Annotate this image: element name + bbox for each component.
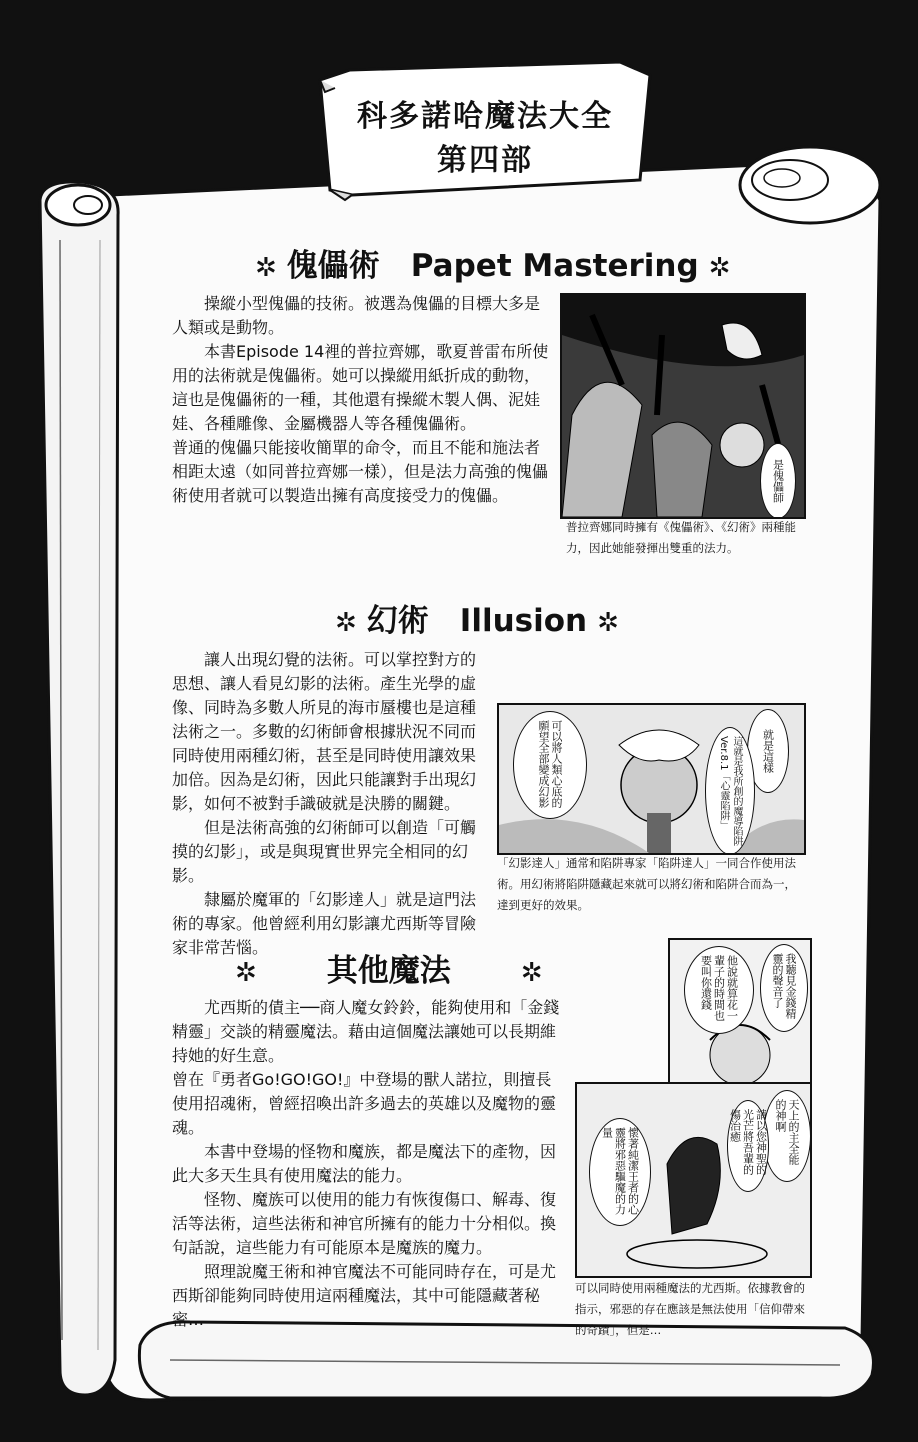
speech-bubble: 這就是我所創的魔導陷阱Ver.8.1「心靈陷阱」	[705, 727, 755, 855]
speech-bubble: 就是這樣	[747, 709, 789, 793]
section-heading-illusion: ✲ 幻術 Illusion ✲	[335, 603, 619, 639]
speech-bubble: 可以將人類心底的願望全部變成幻影	[513, 711, 587, 819]
section-body-puppet	[172, 292, 552, 508]
sparkle-icon: ✲	[597, 608, 619, 638]
sparkle-icon: ✲	[708, 253, 731, 283]
paragraph: 本書Episode 14裡的普拉齊娜，歌夏普雷布所使用的法術就是傀儡術。她可以操縱用紙折成的動物，這也是傀儡術的一種，其他還有操縱木製人偶、泥娃娃、各種雕像、金屬機器人等各種傀儡術。	[172, 342, 549, 433]
speech-bubble: 天上的主全能的神啊	[763, 1090, 811, 1182]
caption-other-magic: 可以同時使用兩種魔法的尤西斯。依據教會的指示，邪惡的存在應該是無法使用「信仰帶來的奇蹟」，但是…	[575, 1281, 805, 1337]
manga-panel-other-magic-bottom	[575, 1082, 812, 1278]
caption-puppet: 普拉齊娜同時擁有《傀儡術》、《幻術》兩種能力，因此她能發揮出雙重的法力。	[566, 520, 796, 555]
speech-bubble: 是傀儡師	[760, 443, 796, 519]
speech-bubble: 他說就算花一輩子的時間也要叫你還錢	[684, 946, 754, 1034]
speech-bubble: 懷著純潔王者的心靈將邪惡驅魔的力量	[589, 1118, 651, 1226]
paragraph: 隸屬於魔軍的「幻影達人」就是這門法術的專家。他曾經利用幻影讓尤西斯等冒險家非常苦惱。	[172, 890, 477, 957]
sparkle-icon: ✲	[255, 253, 277, 283]
paragraph: 本書中登場的怪物和魔族，都是魔法下的產物，因此大多天生具有使用魔法的能力。	[172, 1142, 557, 1185]
speech-bubble: 我聽見金錢精靈的聲音了	[760, 944, 808, 1032]
paragraph: 尤西斯的債主──商人魔女鈴鈴，能夠使用和「金錢精靈」交談的精靈魔法。藉由這個魔法讓她可以長期維持她的好生意。	[172, 998, 560, 1065]
caption-illusion: 「幻影達人」通常和陷阱專家「陷阱達人」一同合作使用法術。用幻術將陷阱隱藏起來就可以將幻術和陷阱合而為一，達到更好的效果。	[497, 856, 796, 912]
paragraph: 但是法術高強的幻術師可以創造「可觸摸的幻影」，或是與現實世界完全相同的幻影。	[172, 818, 477, 885]
section-body-other-magic	[172, 996, 562, 1332]
paragraph: 曾在『勇者Go!GO!GO!』中登場的獸人諾拉，則擅長使用招魂術，曾經招喚出許多過去的英雄以及魔物的靈魂。	[172, 1070, 557, 1137]
page-title-line2: 第四部	[437, 143, 533, 178]
paragraph: 操縱小型傀儡的技術。被選為傀儡的目標大多是人類或是動物。	[172, 294, 541, 337]
section-heading-puppet: ✲ 傀儡術 Papet Mastering ✲	[255, 248, 731, 284]
page-title-line1: 科多諾哈魔法大全	[357, 99, 613, 134]
section-body-illusion	[172, 648, 490, 960]
paragraph: 普通的傀儡只能接收簡單的命令，而且不能和施法者相距太遠（如同普拉齊娜一樣），但是法力高強的傀儡術使用者就可以製造出擁有高度接受力的傀儡。	[172, 438, 549, 505]
sparkle-icon: ✲	[520, 958, 543, 988]
speech-bubble: 請以您神聖的光芒將吾輩的傷治癒	[727, 1100, 769, 1192]
sparkle-icon: ✲	[235, 958, 257, 988]
page-title	[340, 95, 630, 183]
paragraph: 照理說魔王術和神官魔法不可能同時存在，可是尤西斯卻能夠同時使用這兩種魔法，其中可能隱藏著秘密…	[172, 1262, 557, 1329]
sparkle-icon: ✲	[335, 608, 357, 638]
section-heading-other-magic: ✲ 其他魔法 ✲	[235, 953, 543, 989]
manga-panel-puppet	[560, 293, 806, 519]
scroll-left-roll	[40, 182, 118, 1395]
manga-panel-other-magic-top	[668, 938, 812, 1090]
manga-panel-illusion	[497, 703, 806, 855]
paragraph: 讓人出現幻覺的法術。可以掌控對方的思想、讓人看見幻影的法術。產生光學的虛像、同時為多數人所見的海市蜃樓也是這種法術之一。多數的幻術師會根據狀況不同而同時使用兩種幻術，甚至是同時使用讓效果加倍。因為是幻術，因此只能讓對手出現幻影，如何不被對手識破就是決勝的關鍵。	[172, 650, 477, 813]
paragraph: 怪物、魔族可以使用的能力有恢復傷口、解毒、復活等法術，這些法術和神官所擁有的能力十分相似。換句話說，這些能力有可能原本是魔族的魔力。	[172, 1190, 557, 1257]
scroll-right-roll	[740, 147, 880, 223]
